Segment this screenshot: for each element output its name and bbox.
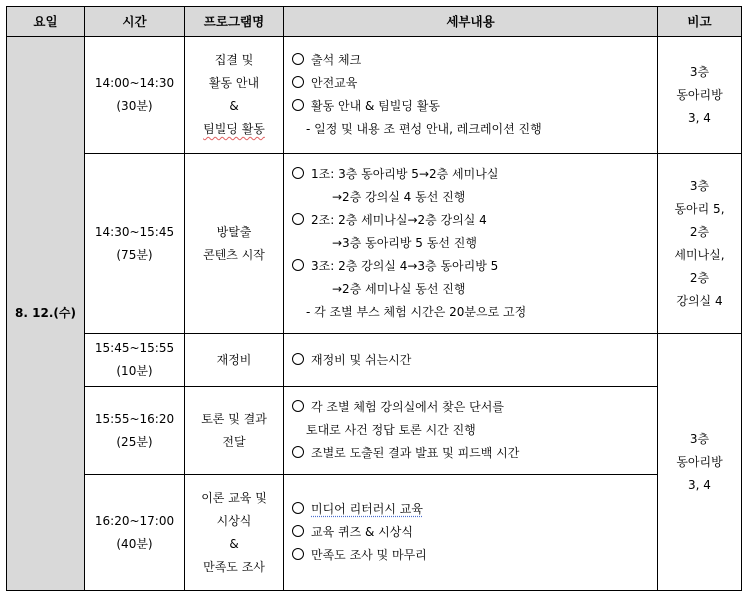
program-line: 방탈출 [216,224,252,239]
detail-item: 토대로 사건 정답 토론 시간 진행 [306,423,476,437]
program-line: 이론 교육 및 [201,490,267,505]
detail-item: 미디어 리터러시 교육 [292,498,657,521]
time-range: 15:45~15:55 [94,341,175,355]
program-cell [185,154,284,334]
schedule-table [6,6,742,591]
time-duration: (10분) [116,364,153,378]
circle-bullet-icon [292,259,304,271]
detail-item: 출석 체크 [292,49,657,72]
note-line: 동아리 5, [674,201,725,216]
detail-item: →3층 동아리방 5 동선 진행 [332,236,477,250]
detail-item: 만족도 조사 및 마무리 [292,544,657,567]
circle-bullet-icon [292,99,304,111]
note-line: 강의실 4 [676,293,723,308]
note-line: 세미나실, [674,247,725,262]
note-line: 3, 4 [688,110,711,125]
detail-item: 2조: 2층 세미나실→2층 강의실 4 [292,209,657,232]
note-line: 3층 [689,178,710,193]
table-row [7,475,742,591]
program-line: & [229,99,239,113]
program-line: 활동 안내 [208,76,260,90]
day-cell: 8. 12.(수) [7,37,85,591]
detail-cell [284,387,658,475]
detail-item: 재정비 및 쉬는시간 [292,349,657,372]
detail-item: - 각 조별 부스 체험 시간은 20분으로 고정 [306,305,527,319]
detail-item: 조별로 도출된 결과 발표 및 피드백 시간 [292,442,657,465]
detail-item: 각 조별 체험 강의실에서 찾은 단서를 [292,396,657,419]
header-time: 시간 [85,7,185,37]
table-row [7,37,742,154]
program-line: 토론 및 결과 [201,411,267,426]
note-line: 3, 4 [688,477,711,492]
time-range: 15:55~16:20 [94,411,175,426]
circle-bullet-icon [292,53,304,65]
detail-cell [284,154,658,334]
header-note: 비고 [658,7,742,37]
detail-cell [284,37,658,154]
note-cell [658,154,742,334]
circle-bullet-icon [292,213,304,225]
program-line: 시상식 [216,513,252,528]
circle-bullet-icon [292,167,304,179]
program-line: 집결 및 [214,53,254,67]
time-range: 14:30~15:45 [94,224,175,239]
time-range: 16:20~17:00 [94,513,175,528]
detail-item: - 일정 및 내용 조 편성 안내, 레크레이션 진행 [306,122,542,136]
header-program: 프로그램명 [185,7,284,37]
note-line: 2층 [689,224,710,239]
note-line: 2층 [689,270,710,285]
program-cell [185,334,284,387]
time-duration: (40분) [116,536,153,551]
detail-item: →2층 세미나실 동선 진행 [332,282,466,296]
time-cell [85,334,185,387]
note-line: 3층 [689,64,710,79]
detail-item: →2층 강의실 4 동선 진행 [332,190,466,204]
detail-item: 안전교육 [292,72,657,95]
table-row [7,387,742,475]
circle-bullet-icon [292,502,304,514]
circle-bullet-icon [292,353,304,365]
time-cell [85,154,185,334]
time-range: 14:00~14:30 [94,76,175,90]
note-line: 동아리방 [676,454,723,469]
header-day: 요일 [7,7,85,37]
detail-cell [284,334,658,387]
note-cell [658,334,742,591]
header-row [7,7,742,37]
note-cell [658,37,742,154]
detail-item: 3조: 2층 강의실 4→3층 동아리방 5 [292,255,657,278]
program-line: 팀빌딩 활동 [203,122,265,136]
circle-bullet-icon [292,446,304,458]
time-cell [85,37,185,154]
program-line: 콘텐츠 시작 [203,247,265,262]
program-line: 전달 [222,434,246,449]
program-cell [185,387,284,475]
circle-bullet-icon [292,525,304,537]
program-cell [185,37,284,154]
program-line: 만족도 조사 [203,559,265,574]
circle-bullet-icon [292,548,304,560]
detail-item: 활동 안내 & 팀빌딩 활동 [292,95,657,118]
circle-bullet-icon [292,76,304,88]
time-cell [85,475,185,591]
time-cell [85,387,185,475]
program-cell [185,475,284,591]
time-duration: (75분) [116,247,153,262]
time-duration: (30분) [116,99,153,113]
detail-item: 교육 퀴즈 & 시상식 [292,521,657,544]
time-duration: (25분) [116,434,153,449]
detail-cell [284,475,658,591]
detail-item: 1조: 3층 동아리방 5→2층 세미나실 [292,163,657,186]
note-line: 3층 [689,431,710,446]
program-line: 재정비 [216,352,252,367]
table-row [7,334,742,387]
table-row [7,154,742,334]
note-line: 동아리방 [676,87,723,102]
circle-bullet-icon [292,400,304,412]
header-detail: 세부내용 [284,7,658,37]
program-line: & [229,536,239,551]
